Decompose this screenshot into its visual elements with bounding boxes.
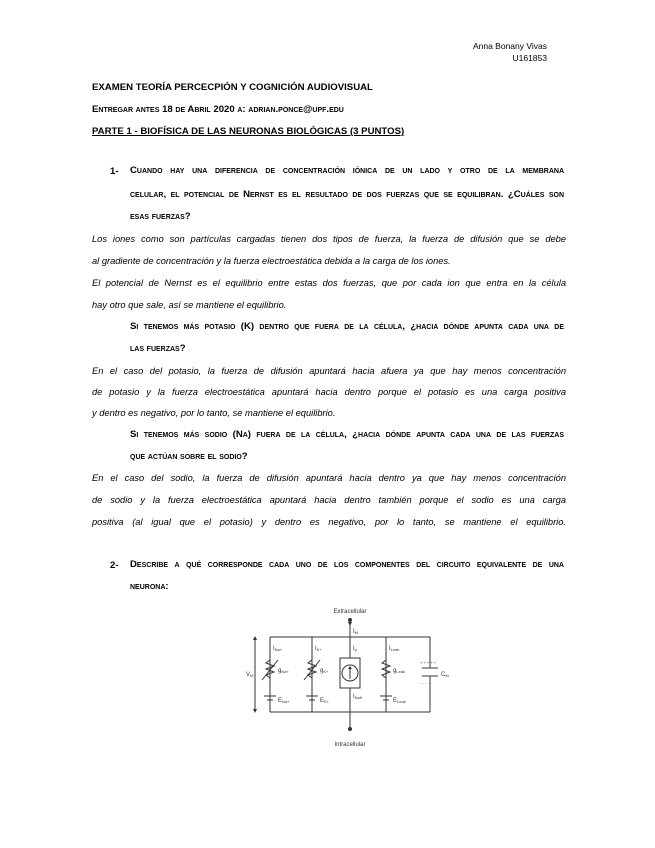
answer-text: de sodio y la fuerza electroestática apuntará hacia dentro también porque el sodio es una carga [92, 495, 566, 505]
answer-text: El potencial de Nernst es el equilibrio entre estas dos fuerzas, que por cada ion que entra en la célula [92, 278, 566, 288]
svg-text:ENa+: ENa+ [278, 698, 290, 704]
intracellular-label: Intracellular [334, 742, 366, 748]
exam-title: EXAMEN TEORÍA PERCECPIÓN Y COGNICIÓN AUDIOVISUAL [92, 82, 373, 93]
svg-text:ILeak: ILeak [389, 646, 400, 652]
question-text: Describe a qué corresponde cada uno de los componentes del circuito equivalente de una [130, 559, 564, 570]
neuron-circuit-diagram [240, 602, 450, 752]
svg-text:IK+: IK+ [315, 646, 322, 652]
answer-text: En el caso del sodio, la fuerza de difusión apuntará hacia dentro ya que hay menos concentración [92, 473, 566, 483]
question-text: esas fuerzas? [130, 211, 191, 222]
svg-text:ELeak: ELeak [393, 698, 406, 704]
answer-text: positiva (al igual que el potasio) y dentro es negativo, por lo tanto, se mantiene el equilibrio. [92, 517, 566, 527]
svg-text:INa+: INa+ [273, 646, 283, 652]
svg-text:gK+: gK+ [320, 668, 329, 674]
svg-text:IM: IM [353, 629, 359, 635]
exam-deadline: Entregar antes 18 de Abril 2020 a: adrian.ponce@upf.edu [92, 104, 344, 115]
svg-text:EK+: EK+ [320, 698, 330, 704]
extracellular-label: Extracellular [333, 609, 367, 615]
question-text: Cuando hay una diferencia de concentración iónica de un lado y otro de la membrana [130, 165, 564, 176]
svg-text:Ip: Ip [353, 646, 357, 652]
author-name: Anna Bonany Vivas [472, 41, 547, 51]
svg-text:+ + + + +: + + + + + [420, 660, 437, 665]
answer-text: de potasio y la fuerza electroestática apuntará hacia dentro porque el potasio es una carga positiva [92, 387, 566, 397]
part-heading: PARTE 1 - BIOFÍSICA DE LAS NEURONAS BIOLÓGICAS (3 PUNTOS) [92, 126, 405, 137]
answer-text: y dentro es negativo, por lo tanto, se mantiene el equilibrio. [92, 408, 336, 418]
subquestion-text: las fuerzas? [130, 343, 186, 354]
answer-text: Los iones como son partículas cargadas tienen dos tipos de fuerza, la fuerza de difusión que se debe [92, 234, 566, 244]
svg-text:gNa+: gNa+ [278, 668, 289, 674]
subquestion-text: que actúan sobre el sodio? [130, 451, 248, 462]
question-number: 2- [110, 560, 119, 571]
question-text: neurona: [130, 581, 169, 592]
answer-text: hay otro que sale, así se mantiene el equilibrio. [92, 300, 287, 310]
subquestion-text: Si tenemos más potasio (K) dentro que fuera de la célula, ¿hacia dónde apunta cada una de [130, 321, 564, 332]
answer-text: En el caso del potasio, la fuerza de difusión apuntará hacia afuera ya que hay menos concentración [92, 366, 566, 376]
subquestion-text: Si tenemos más sodio (Na) fuera de la célula, ¿hacia dónde apunta cada una de las fuerzas [130, 429, 564, 440]
svg-text:INaK: INaK [353, 694, 363, 700]
question-text: celular, el potencial de Nernst es el resultado de dos fuerzas que se equilibran. ¿Cuáles son [130, 189, 564, 200]
svg-text:- - - - -: - - - - - [420, 680, 432, 685]
svg-text:CM: CM [441, 672, 449, 678]
answer-text: al gradiente de concentración y la fuerza electroestática debida a la carga de los iones. [92, 256, 451, 266]
student-id: U161853 [512, 53, 547, 63]
question-number: 1- [110, 166, 119, 177]
svg-text:gLeak: gLeak [393, 668, 406, 674]
svg-text:VM: VM [246, 672, 254, 678]
